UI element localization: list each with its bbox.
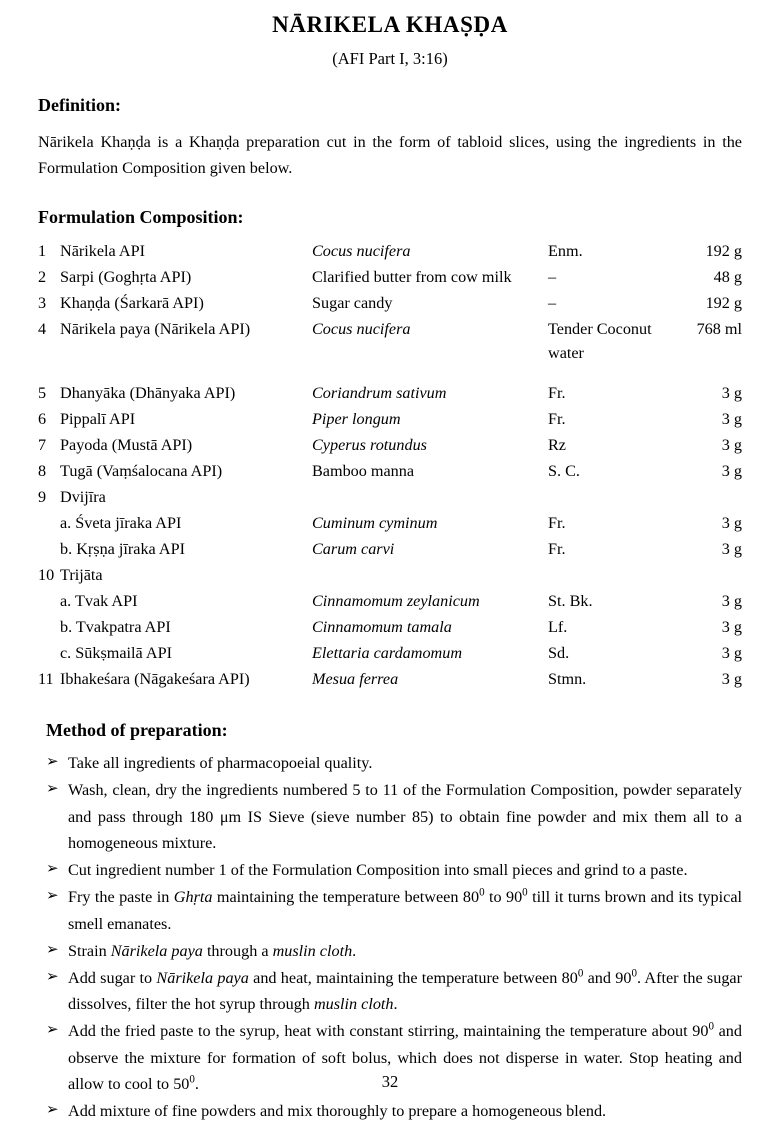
method-step-text: Add the fried paste to the syrup, heat with constant stirring, maintaining the temperature about $90^0$ and observe the mixture for formation of soft bolus, which does not disperse in water. Stop heating and allow to cool to $50^0$.: [68, 1021, 742, 1093]
cell-botanical: Carum carvi: [312, 539, 395, 558]
table-row: [38, 318, 742, 368]
cell-qty: 3 g: [721, 617, 742, 636]
cell-name: Trijāta: [60, 565, 103, 584]
cell-part: [548, 564, 660, 590]
method-step: [38, 965, 742, 1017]
table-row: [38, 486, 742, 512]
cell-part: Fr.: [548, 383, 566, 402]
table-row: [38, 240, 742, 266]
cell-qty: 192 g: [705, 242, 742, 261]
table-row: [38, 408, 742, 434]
cell-part: –: [548, 294, 557, 312]
cell-name: c. Sūkṣmailā API: [60, 643, 172, 662]
table-row: [38, 434, 742, 460]
table-row: [38, 460, 742, 486]
cell-part: Lf.: [548, 617, 568, 636]
cell-botanical: Clarified butter from cow milk: [312, 268, 512, 287]
arrow-bullet-icon: ➢: [46, 861, 59, 878]
cell-name: Ibhakeśara (Nāgakeśara API): [60, 669, 250, 688]
method-step-text: Wash, clean, dry the ingredients numbered 5 to 11 of the Formulation Composition, powder separately and pass through 180 μm IS Sieve (sieve number 85) to obtain fine powder and mix them all to a homogeneous mixture.: [68, 781, 742, 852]
cell-botanical: Cuminum cyminum: [312, 513, 438, 532]
cell-num: 10: [38, 565, 55, 584]
cell-qty: 3 g: [721, 591, 742, 610]
cell-part: Fr.: [548, 409, 566, 428]
cell-part: Enm.: [548, 242, 583, 261]
cell-name: Sarpi (Goghṛta API): [60, 268, 192, 287]
arrow-bullet-icon: ➢: [46, 754, 59, 771]
cell-botanical: Bamboo manna: [312, 461, 415, 480]
table-row: [38, 382, 742, 408]
cell-part: Sd.: [548, 643, 570, 662]
cell-botanical: Mesua ferrea: [312, 669, 399, 688]
cell-name: b. Kṛṣṇa jīraka API: [60, 539, 185, 558]
arrow-bullet-icon: ➢: [46, 1022, 59, 1039]
cell-botanical: [312, 486, 548, 512]
formulation-composition-table: [38, 240, 742, 693]
cell-botanical: Sugar candy: [312, 294, 393, 312]
spacer-cell: [38, 368, 742, 382]
table-row: [38, 668, 742, 694]
arrow-bullet-icon: ➢: [46, 888, 59, 905]
cell-num: 9: [38, 487, 47, 506]
page-number: 32: [381, 1072, 399, 1091]
cell-num: [38, 590, 60, 616]
method-steps-list: [38, 750, 742, 1124]
cell-qty: 192 g: [705, 294, 742, 312]
cell-name: Dvijīra: [60, 487, 106, 506]
cell-botanical: Cinnamomum tamala: [312, 617, 452, 636]
table-row-spacer: [38, 368, 742, 382]
cell-num: [38, 512, 60, 538]
cell-botanical: Cocus nucifera: [312, 319, 411, 338]
method-step-text: Add mixture of fine powders and mix thoroughly to prepare a homogeneous blend.: [68, 1102, 607, 1121]
cell-num: 11: [38, 669, 54, 688]
arrow-bullet-icon: ➢: [46, 969, 59, 985]
cell-qty: [660, 486, 742, 512]
cell-part: St. Bk.: [548, 591, 593, 610]
cell-name: Pippalī API: [60, 409, 136, 428]
cell-num: 1: [38, 242, 47, 261]
arrow-bullet-icon: ➢: [46, 941, 59, 958]
cell-botanical: Cocus nucifera: [312, 242, 411, 261]
cell-num: [38, 538, 60, 564]
table-row: [38, 616, 742, 642]
method-step: [38, 884, 742, 936]
cell-qty: [660, 564, 742, 590]
table-row: [38, 512, 742, 538]
cell-num: 7: [38, 435, 47, 454]
cell-part: Rz: [548, 435, 566, 454]
method-step-text: Fry the paste in Ghṛta maintaining the temperature between $80^0$ to $90^0$ till it turns brown and its typical smell emanates.: [68, 886, 743, 933]
table-row: [38, 564, 742, 590]
cell-part: [548, 486, 660, 512]
table-row: [38, 292, 742, 318]
table-row: [38, 538, 742, 564]
cell-botanical: Coriandrum sativum: [312, 383, 447, 402]
cell-name: Khaṇḍa (Śarkarā API): [60, 294, 204, 312]
cell-qty: 768 ml: [696, 319, 742, 338]
arrow-bullet-icon: ➢: [46, 781, 59, 798]
cell-qty: 3 g: [721, 461, 742, 480]
cell-qty: 3 g: [721, 513, 742, 532]
cell-botanical: Cyperus rotundus: [312, 435, 427, 454]
method-of-preparation-heading: Method of preparation:: [46, 719, 228, 740]
cell-name: Payoda (Mustā API): [60, 435, 193, 454]
cell-qty: 48 g: [713, 268, 742, 287]
method-step: [38, 750, 742, 776]
cell-name: Nārikela API: [60, 242, 145, 261]
cell-part: S. C.: [548, 461, 580, 480]
table-row: [38, 642, 742, 668]
cell-part: Tender Coconut water: [548, 319, 652, 362]
cell-qty: 3 g: [721, 409, 742, 428]
table-row: [38, 590, 742, 616]
cell-num: 6: [38, 409, 47, 428]
definition-text: Nārikela Khaṇḍa is a Khaṇḍa preparation cut in the form of tabloid slices, using the ingredients in the Formulation Composition given below.: [38, 133, 742, 178]
cell-num: 3: [38, 294, 47, 312]
cell-part: Stmn.: [548, 669, 587, 688]
cell-botanical: [312, 564, 548, 590]
cell-part: –: [548, 268, 557, 287]
method-step-text: Take all ingredients of pharmacopoeial quality.: [68, 754, 373, 773]
cell-part: Fr.: [548, 539, 566, 558]
method-step: [38, 777, 742, 856]
method-step: [38, 938, 742, 964]
formulation-composition-heading: Formulation Composition:: [38, 207, 244, 228]
cell-part: Fr.: [548, 513, 566, 532]
cell-botanical: Cinnamomum zeylanicum: [312, 591, 480, 610]
cell-num: 8: [38, 461, 47, 480]
cell-qty: 3 g: [721, 643, 742, 662]
cell-name: Tugā (Vaṃśalocana API): [60, 461, 223, 480]
page-title: NĀRIKELA KHAṢḌA: [272, 12, 508, 37]
cell-name: a. Tvak API: [60, 591, 138, 610]
cell-botanical: Elettaria cardamomum: [312, 643, 463, 662]
cell-num: 2: [38, 268, 47, 287]
cell-name: a. Śveta jīraka API: [60, 513, 182, 532]
table-row: [38, 266, 742, 292]
cell-qty: 3 g: [721, 383, 742, 402]
cell-name: Dhanyāka (Dhānyaka API): [60, 383, 236, 402]
cell-qty: 3 g: [721, 539, 742, 558]
cell-name: b. Tvakpatra API: [60, 617, 171, 636]
cell-botanical: Piper longum: [312, 409, 401, 428]
method-step-text: Cut ingredient number 1 of the Formulation Composition into small pieces and grind to a paste.: [68, 861, 688, 880]
cell-num: [38, 642, 60, 668]
definition-heading: Definition:: [38, 95, 121, 116]
cell-qty: 3 g: [721, 435, 742, 454]
method-step: [38, 1098, 742, 1124]
method-step-text: Add sugar to Nārikela paya and heat, maintaining the temperature between $80^0$ and $90^0$. After the sugar dissolves, filter the hot syrup through muslin cloth.: [68, 967, 742, 1014]
arrow-bullet-icon: ➢: [46, 1102, 59, 1119]
cell-num: 4: [38, 319, 47, 338]
cell-num: [38, 616, 60, 642]
cell-num: 5: [38, 383, 47, 402]
cell-qty: 3 g: [721, 669, 742, 688]
method-step: [38, 857, 742, 883]
page-subtitle: (AFI Part I, 3:16): [332, 49, 448, 69]
method-step-text: Strain Nārikela paya through a muslin cloth.: [68, 941, 357, 960]
cell-name: Nārikela paya (Nārikela API): [60, 319, 251, 338]
